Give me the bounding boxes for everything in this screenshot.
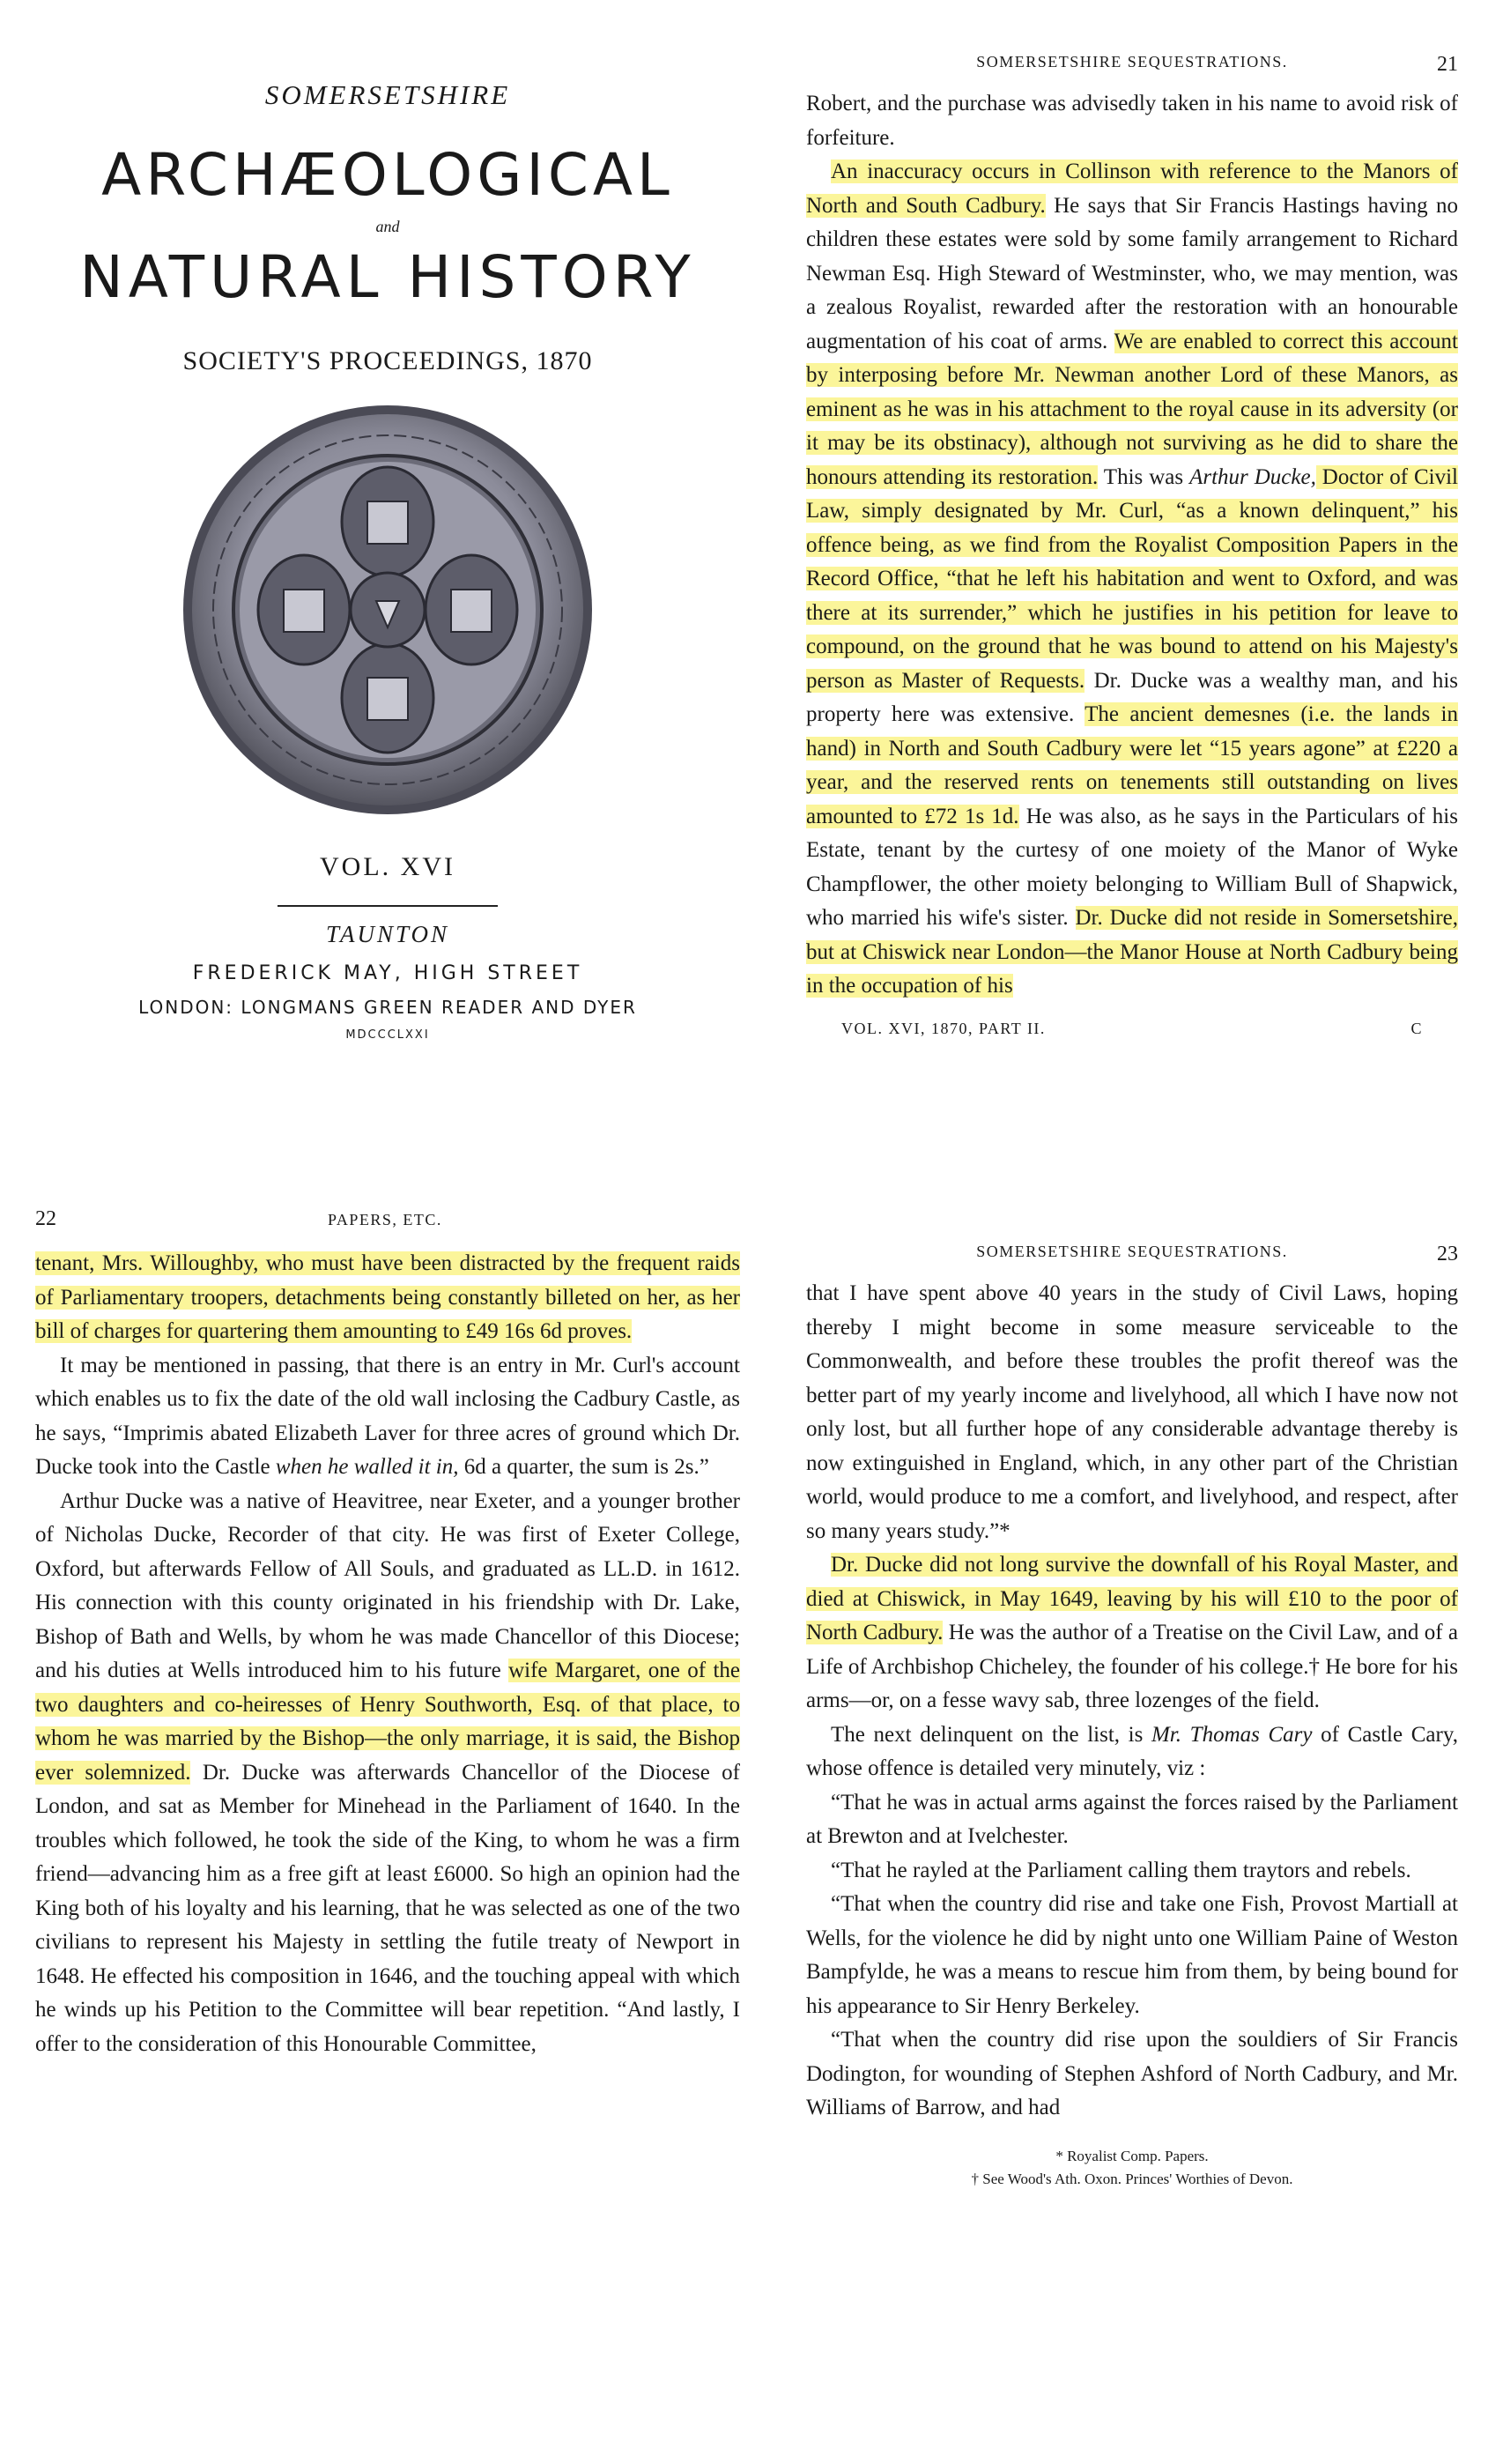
running-header (806, 1243, 1458, 1265)
page-footer (806, 1020, 1458, 1038)
body-text (35, 1247, 740, 2061)
title-line-1: ARCHÆOLOGICAL (101, 141, 674, 209)
place-of-publication: TAUNTON (325, 921, 450, 947)
highlighted-text: tenant, Mrs. Willoughby, who must have been distracted by the frequent raids of Parliamentary troopers, detachments being constantly billeted on her, as her bill of charges for quartering them amounting to £49 16s 6d proves. (35, 1251, 740, 1343)
text-span: that I have spent above 40 years in the study of Civil Laws, hoping thereby I might become in some measure serviceable to the Commonwealth, and before these troubles the profit thereof was the better part of my yearly income and livelyhood, all which I have now not only lost, but all further hope of any considerable advantage thereby is now extinguished in England, which, in any other part of the Christian world, would produce to me a comfort, and livelyhood, and respect, after so many years study.”* (806, 1281, 1458, 1543)
footer-signature: VOL. XVI, 1870, PART II. (841, 1019, 1046, 1037)
text-span: Dr. Ducke was a wealthy man, and his property here was extensive. (806, 668, 1458, 726)
paragraph (35, 1485, 740, 2062)
paragraph (806, 1786, 1458, 1854)
paragraph (806, 1888, 1458, 2023)
text-span: It may be mentioned in passing, that there is an entry in Mr. Curl's account which enables us to fix the date of the old wall inclosing the Cadbury Castle, as he says, “Imprimis abated Elizabeth Laver for three acres of ground which Dr. Ducke took into the Castle (35, 1353, 740, 1479)
highlighted-text: wife Margaret, one of the two daughters and co-heiresses of Henry Southworth, Esq. of that place, to whom he was married by the Bishop—the only marriage, it is said, the Bishop ever solemnized. (35, 1659, 740, 1785)
page-number: 22 (35, 1207, 56, 1230)
footer-mark: C (1410, 1019, 1423, 1037)
highlighted-text: The ancient demesnes (i.e. the lands in hand) in North and South Cadbury were let “15 years agone” at £220 a year, and the reserved rents on tenements still outstanding on lives amounted to £72 1s 1d. (806, 702, 1459, 828)
paragraph (806, 87, 1458, 155)
paragraph (35, 1349, 740, 1485)
text-span: “That he was in actual arms against the forces raised by the Parliament at Brewton and at Ivelchester. (806, 1790, 1458, 1848)
text-span: He was also, as he says in the Particulars of his Estate, tenant by the curtesy of one moiety of the Manor of Wyke Champflower, the other moiety belonging to William Bull of Shapwick, who married his wife's sister. (806, 804, 1458, 930)
footnote: † See Wood's Ath. Oxon. Princes' Worthies of Devon. (971, 2170, 1293, 2187)
paragraph (806, 2023, 1458, 2126)
title-and: and (375, 218, 400, 235)
paragraph (806, 1854, 1458, 1889)
highlighted-text: Dr. Ducke did not long survive the downfall of his Royal Master, and died at Chiswick, in May 1649, leaving by his will £10 to the poor of North Cadbury. (806, 1553, 1458, 1644)
publication-date: MDCCCLXXI (345, 1028, 430, 1042)
highlighted-text: Doctor of Civil Law, simply designated by Mr. Curl, “as a known delinquent,” his offence being, as we find from the Royalist Composition Papers in the Record Office, “that he left his habitation and went to Oxford, and was there at its surrender,” which he justifies in his petition for leave to compound, on the ground that he was bound to attend on his Majesty's person as Master of Requests. (806, 464, 1458, 693)
paragraph (806, 1277, 1458, 1548)
proceedings-line: SOCIETY'S PROCEEDINGS, 1870 (182, 346, 593, 375)
title-rule (278, 905, 498, 907)
highlighted-text: Dr. Ducke did not reside in Somersetshire, but at Chiswick near London—the Manor House at North Cadbury being in the occupation of his (806, 906, 1458, 998)
highlighted-text: We are enabled to correct this account by interposing before Mr. Newman another Lord of these Manors, as eminent as he was in his attachment to the royal cause in its adversity (or it may be its obstinacy), although not surviving as he did to share the honours attending its restoration. (806, 329, 1458, 489)
text-span: Robert, and the purchase was advisedly taken in his name to avoid risk of forfeiture. (806, 92, 1458, 150)
highlighted-text: An inaccuracy occurs in Collinson with reference to the Manors of North and South Cadbury. (806, 160, 1458, 218)
text-span: He was the author of a Treatise on the Civil Law, and of a Life of Archbishop Chicheley, the founder of his college.† He bore for his arms—or, on a fesse wavy sab, three lozenges of the field. (806, 1621, 1458, 1712)
series-title: SOMERSETSHIRE (264, 79, 511, 110)
society-seal-image (181, 403, 595, 817)
paragraph (806, 1548, 1458, 1718)
title-page (35, 53, 740, 1137)
footnotes (806, 2145, 1458, 2191)
text-span: “That when the country did rise and take one Fish, Provost Martiall at Wells, for the violence he did by night unto one William Paine of Weston Bampfylde, he was a means to rescue him from them, by being bound for his appearance to Sir Henry Berkeley. (806, 1892, 1458, 2018)
body-text (806, 87, 1458, 1004)
body-text (806, 1277, 1458, 2126)
text-span: of Castle Cary, whose offence is detailed very minutely, viz : (806, 1722, 1458, 1780)
paragraph (806, 1718, 1458, 1786)
text-span: 6d a quarter, the sum is 2s.” (458, 1455, 709, 1479)
page-number: 23 (1437, 1243, 1458, 1265)
publisher: FREDERICK MAY, HIGH STREET (192, 962, 583, 984)
text-span: “That he rayled at the Parliament calling them traytors and rebels. (831, 1858, 1411, 1882)
header-title: PAPERS, ETC. (328, 1211, 442, 1228)
page-21 (806, 53, 1458, 1190)
paragraph (806, 155, 1458, 1004)
paragraph (35, 1247, 740, 1349)
page-23 (806, 1243, 1458, 2450)
text-span: Arthur Ducke, (1189, 464, 1316, 489)
text-span: Arthur Ducke was a native of Heavitree, near Exeter, and a younger brother of Nicholas Ducke, Recorder of that city. He was first of Exeter College, Oxford, but afterwards Fellow of All Souls, and graduated as LL.D. in 1612. His connection with this county originated in his friendship with Dr. Lake, Bishop of Bath and Wells, by whom he was made Chancellor of this Diocese; and his duties at Wells introduced him to his future (35, 1488, 740, 1682)
text-span: The next delinquent on the list, is (831, 1722, 1151, 1747)
text-span: “That when the country did rise upon the souldiers of Sir Francis Dodington, for wounding of Stephen Ashford of North Cadbury, and Mr. Williams of Barrow, and had (806, 2028, 1458, 2119)
running-header (35, 1207, 740, 1231)
header-title: SOMERSETSHIRE SEQUESTRATIONS. (976, 1243, 1288, 1260)
footnote: * Royalist Comp. Papers. (1055, 2147, 1209, 2164)
text-span: Dr. Ducke was afterwards Chancellor of the Diocese of London, and sat as Member for Minehead in the Parliament of 1640. In the troubles which followed, he took the side of the King, to whom he was a firm friend—advancing him as a free gift at least £6000. So high an opinion had the King both of his loyalty and his learning, that he was selected as one of the two civilians to represent his Majesty in settling the futile treaty of Newport in 1648. He effected his composition in 1646, and the touching appeal with which he winds up his Petition to the Committee will bear repetition. “And lastly, I offer to the consideration of this Honourable Committee, (35, 1760, 740, 2056)
page-22 (35, 1207, 740, 2450)
text-span: This was (1098, 464, 1190, 489)
text-span: Mr. Thomas Cary (1151, 1722, 1313, 1747)
london-publisher: LONDON: LONGMANS GREEN READER AND DYER (138, 997, 637, 1018)
running-header (806, 53, 1458, 76)
page-number: 21 (1437, 53, 1458, 76)
text-span: He says that Sir Francis Hastings having no children these estates were sold by some family arrangement to Richard Newman Esq. High Steward of Westminster, who, we may mention, was a zealous Royalist, rewarded after the restoration with an honourable augmentation of his coat of arms. (806, 193, 1458, 353)
header-title: SOMERSETSHIRE SEQUESTRATIONS. (976, 53, 1288, 71)
title-line-2: NATURAL HISTORY (79, 243, 696, 311)
text-span: when he walled it in, (275, 1455, 459, 1479)
volume-number: VOL. XVI (320, 852, 455, 881)
